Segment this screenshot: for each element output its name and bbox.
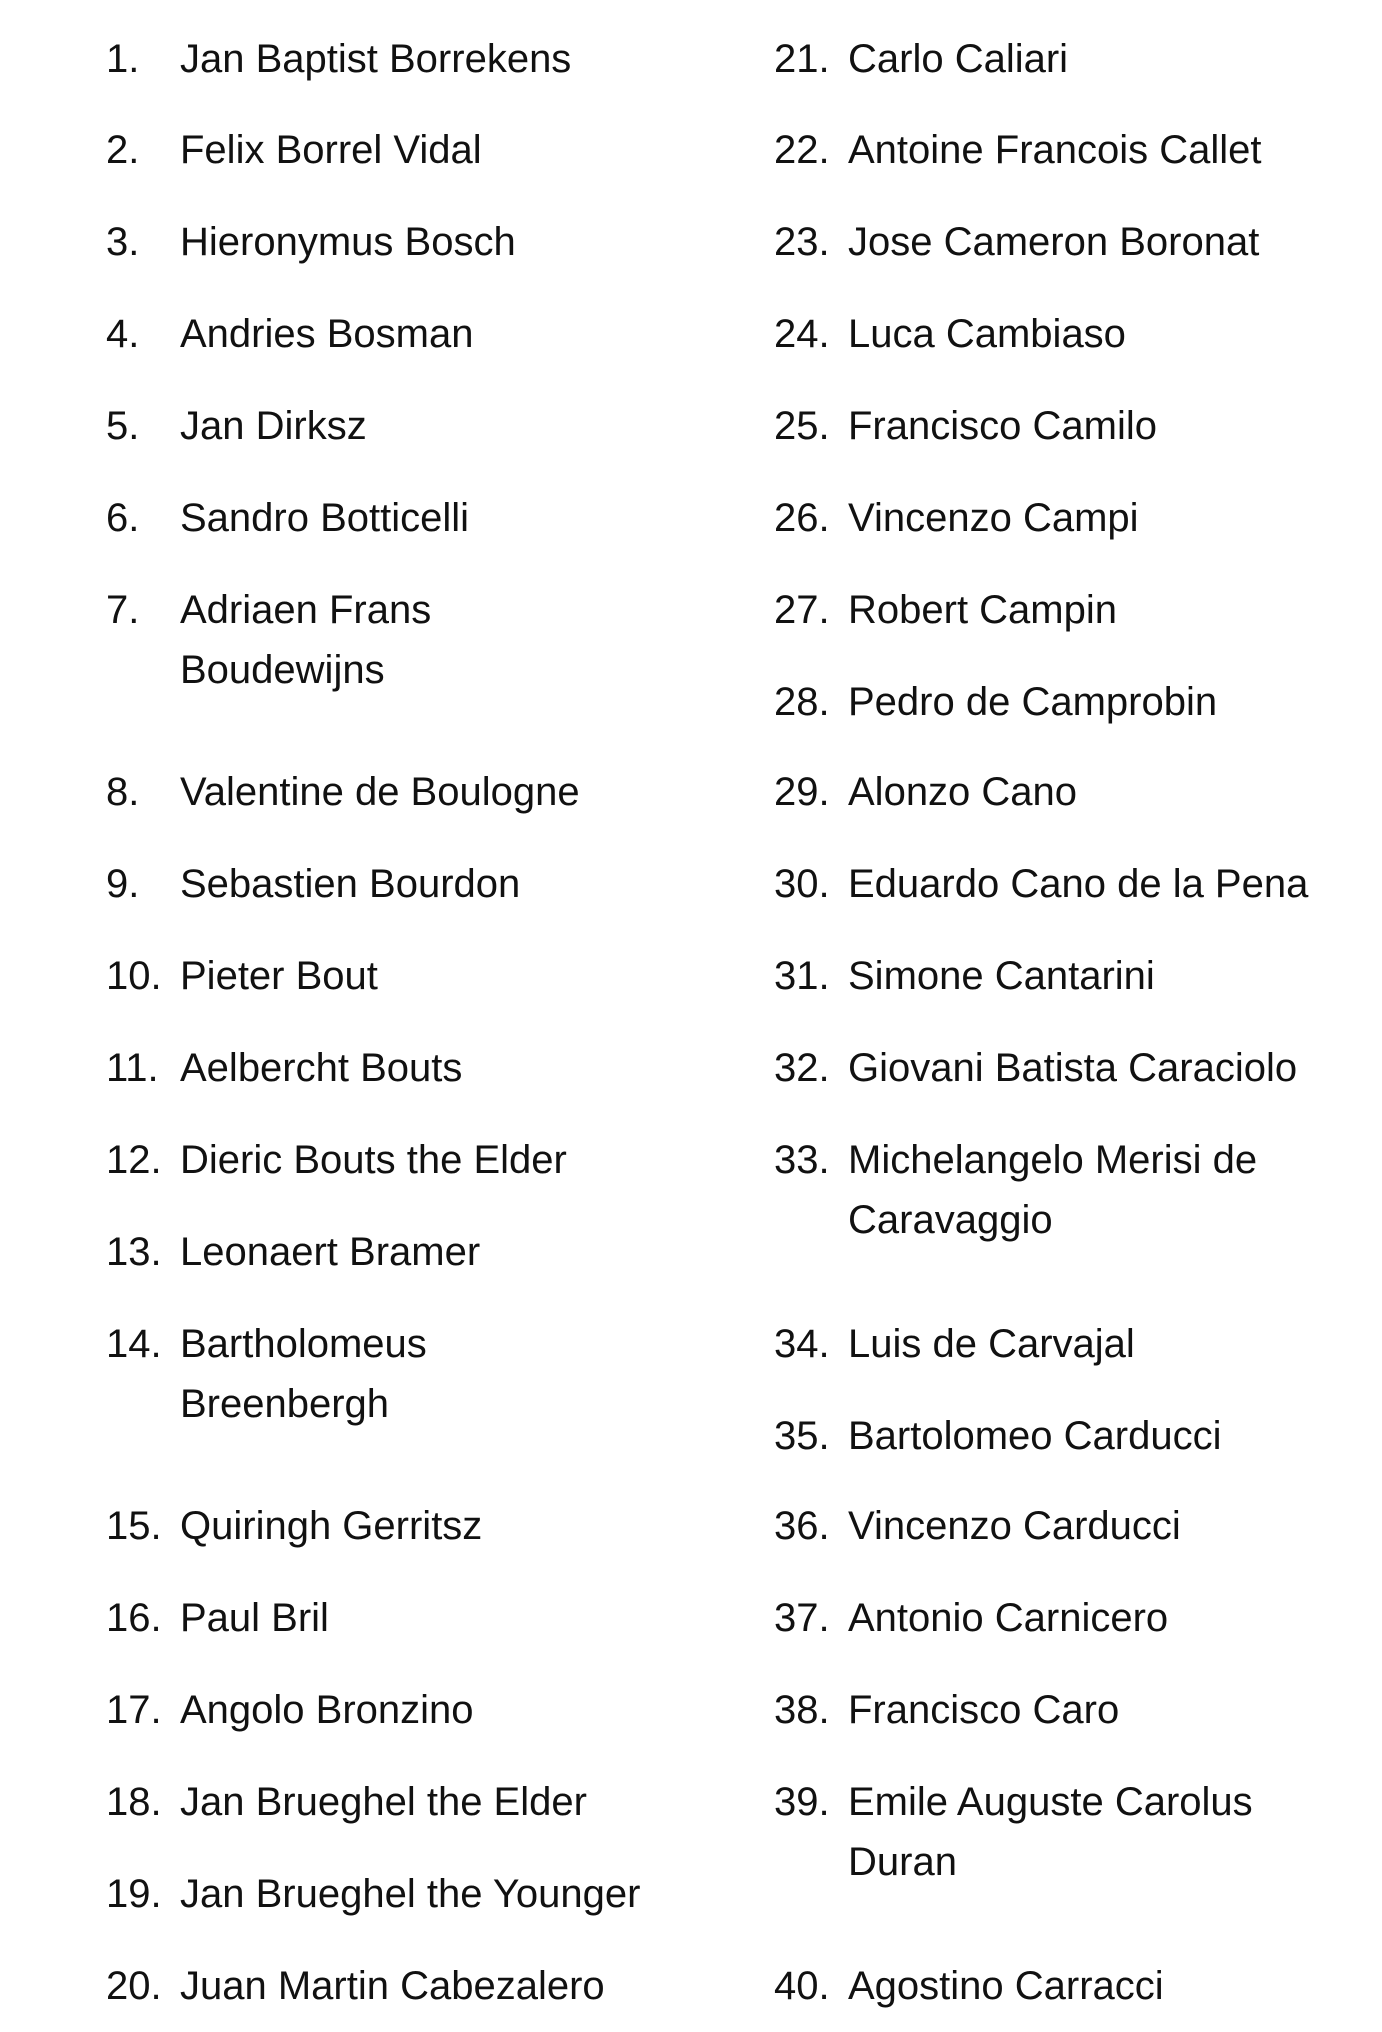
list-item-name-line: Michelangelo Merisi de xyxy=(848,1138,1258,1182)
list-item-number: 26. xyxy=(774,496,830,540)
list-item-name-line: Jan Brueghel the Elder xyxy=(180,1780,587,1824)
list-item-name-line: Agostino Carracci xyxy=(848,1964,1164,2008)
list-item-number: 22. xyxy=(774,128,830,172)
list-item-number: 34. xyxy=(774,1322,830,1366)
list-item-number: 27. xyxy=(774,588,830,632)
list-item-name xyxy=(848,1680,1119,1740)
list-item-name-line: Adriaen Frans xyxy=(180,588,432,632)
list-item-name-line: Carlo Caliari xyxy=(848,37,1069,81)
list-item-name xyxy=(848,1130,1257,1250)
list-item-name xyxy=(848,488,1139,548)
list-item-number: 18. xyxy=(106,1780,162,1824)
list-item-number: 21. xyxy=(774,37,830,81)
list-item-name-line: Jose Cameron Boronat xyxy=(848,220,1260,264)
list-item-name-line: Boudewijns xyxy=(180,648,385,692)
list-item-name xyxy=(848,580,1117,640)
list-item-number: 15. xyxy=(106,1504,162,1548)
list-item-number: 9. xyxy=(106,862,140,906)
list-item-name xyxy=(180,212,516,272)
list-item-number: 20. xyxy=(106,1964,162,2008)
list-item-number: 25. xyxy=(774,404,830,448)
list-item-name-line: Paul Bril xyxy=(180,1596,329,1640)
list-item-name xyxy=(848,212,1259,272)
list-item-name xyxy=(180,1772,587,1832)
list-item-name xyxy=(848,1588,1168,1648)
list-item-name-line: Vincenzo Carducci xyxy=(848,1504,1181,1548)
list-item-name xyxy=(180,1130,567,1190)
list-item-number: 17. xyxy=(106,1688,162,1732)
list-item-name-line: Francisco Camilo xyxy=(848,404,1157,448)
list-item-number: 40. xyxy=(774,1964,830,2008)
list-item-name-line: Sandro Botticelli xyxy=(180,496,470,540)
list-item-name xyxy=(180,488,469,548)
list-item-name-line: Jan Baptist Borrekens xyxy=(180,37,572,81)
list-item-name-line: Eduardo Cano de la Pena xyxy=(848,862,1309,906)
list-item-name xyxy=(848,1956,1164,2016)
list-item-name-line: Bartolomeo Carducci xyxy=(848,1414,1222,1458)
list-item-name-line: Luca Cambiaso xyxy=(848,312,1126,356)
list-item-name xyxy=(180,1864,640,1924)
list-item-name-line: Simone Cantarini xyxy=(848,954,1155,998)
list-item-number: 7. xyxy=(106,588,140,632)
list-item-number: 29. xyxy=(774,770,830,814)
list-item-name-line: Emile Auguste Carolus xyxy=(848,1780,1253,1824)
list-item-name xyxy=(180,1956,605,2016)
list-item-name-line: Giovani Batista Caraciolo xyxy=(848,1046,1298,1090)
list-item-name xyxy=(180,1222,480,1282)
list-item-name xyxy=(848,1038,1297,1098)
list-item-name xyxy=(180,946,378,1006)
list-item-name-line: Antonio Carnicero xyxy=(848,1596,1169,1640)
list-item-number: 37. xyxy=(774,1596,830,1640)
list-item-number: 14. xyxy=(106,1322,162,1366)
list-item-number: 10. xyxy=(106,954,162,998)
list-item-name-line: Robert Campin xyxy=(848,588,1118,632)
list-item-name xyxy=(180,1496,482,1556)
list-item-number: 30. xyxy=(774,862,830,906)
list-item-number: 5. xyxy=(106,404,140,448)
list-item-number: 11. xyxy=(106,1046,159,1090)
list-item-name-line: Dieric Bouts the Elder xyxy=(180,1138,567,1182)
list-item-name-line: Juan Martin Cabezalero xyxy=(180,1964,605,2008)
list-item-name-line: Pedro de Camprobin xyxy=(848,680,1218,724)
list-item-name xyxy=(180,854,520,914)
list-item-name xyxy=(848,946,1155,1006)
list-item-number: 13. xyxy=(106,1230,162,1274)
list-item-name xyxy=(848,29,1068,89)
list-item-number: 12. xyxy=(106,1138,162,1182)
list-item-name xyxy=(848,762,1077,822)
list-item-number: 32. xyxy=(774,1046,830,1090)
list-item-name xyxy=(848,1314,1135,1374)
list-item-name xyxy=(180,29,571,89)
list-item-number: 4. xyxy=(106,312,140,356)
list-item-name-line: Jan Dirksz xyxy=(180,404,367,448)
list-item-name-line: Breenbergh xyxy=(180,1382,390,1426)
list-item-number: 1. xyxy=(106,37,140,81)
list-item-name-line: Andries Bosman xyxy=(180,312,474,356)
list-item-name-line: Sebastien Bourdon xyxy=(180,862,521,906)
list-item-number: 36. xyxy=(774,1504,830,1548)
list-item-name-line: Quiringh Gerritsz xyxy=(180,1504,483,1548)
list-item-name-line: Angolo Bronzino xyxy=(180,1688,474,1732)
list-item-name-line: Valentine de Boulogne xyxy=(180,770,580,814)
list-item-name-line: Antoine Francois Callet xyxy=(848,128,1262,172)
list-item-name-line: Aelbercht Bouts xyxy=(180,1046,463,1090)
list-item-name-line: Francisco Caro xyxy=(848,1688,1120,1732)
list-item-name-line: Luis de Carvajal xyxy=(848,1322,1135,1366)
list-item-name xyxy=(848,120,1262,180)
list-item-name xyxy=(180,1314,427,1434)
list-item-number: 35. xyxy=(774,1414,830,1458)
list-item-name-line: Leonaert Bramer xyxy=(180,1230,481,1274)
list-item-number: 23. xyxy=(774,220,830,264)
list-item-number: 24. xyxy=(774,312,830,356)
list-item-number: 16. xyxy=(106,1596,162,1640)
list-item-name xyxy=(180,396,367,456)
list-item-number: 38. xyxy=(774,1688,830,1732)
list-item-name xyxy=(848,1772,1253,1892)
list-item-name-line: Bartholomeus xyxy=(180,1322,427,1366)
list-item-number: 2. xyxy=(106,128,140,172)
list-item-number: 3. xyxy=(106,220,140,264)
list-item-number: 39. xyxy=(774,1780,830,1824)
list-item-name-line: Duran xyxy=(848,1840,957,1884)
list-item-name xyxy=(848,854,1308,914)
list-item-name-line: Hieronymus Bosch xyxy=(180,220,516,264)
list-item-number: 33. xyxy=(774,1138,830,1182)
list-item-number: 8. xyxy=(106,770,140,814)
list-item-name-line: Jan Brueghel the Younger xyxy=(180,1872,641,1916)
list-item-name xyxy=(180,120,482,180)
list-item-name xyxy=(180,580,431,700)
list-item-name xyxy=(180,1588,329,1648)
list-item-name-line: Pieter Bout xyxy=(180,954,378,998)
list-item-name-line: Felix Borrel Vidal xyxy=(180,128,482,172)
list-item-name xyxy=(848,1496,1181,1556)
list-item-name xyxy=(180,1038,462,1098)
list-item-name xyxy=(848,1406,1222,1466)
list-item-number: 28. xyxy=(774,680,830,724)
list-item-number: 19. xyxy=(106,1872,162,1916)
list-item-number: 31. xyxy=(774,954,830,998)
list-item-name xyxy=(848,396,1157,456)
list-item-name xyxy=(180,762,580,822)
list-item-name xyxy=(848,304,1126,364)
list-item-number: 6. xyxy=(106,496,140,540)
list-item-name xyxy=(180,1680,474,1740)
list-item-name-line: Vincenzo Campi xyxy=(848,496,1139,540)
list-item-name xyxy=(848,672,1217,732)
list-item-name-line: Alonzo Cano xyxy=(848,770,1078,814)
list-item-name xyxy=(180,304,473,364)
list-item-name-line: Caravaggio xyxy=(848,1198,1053,1242)
